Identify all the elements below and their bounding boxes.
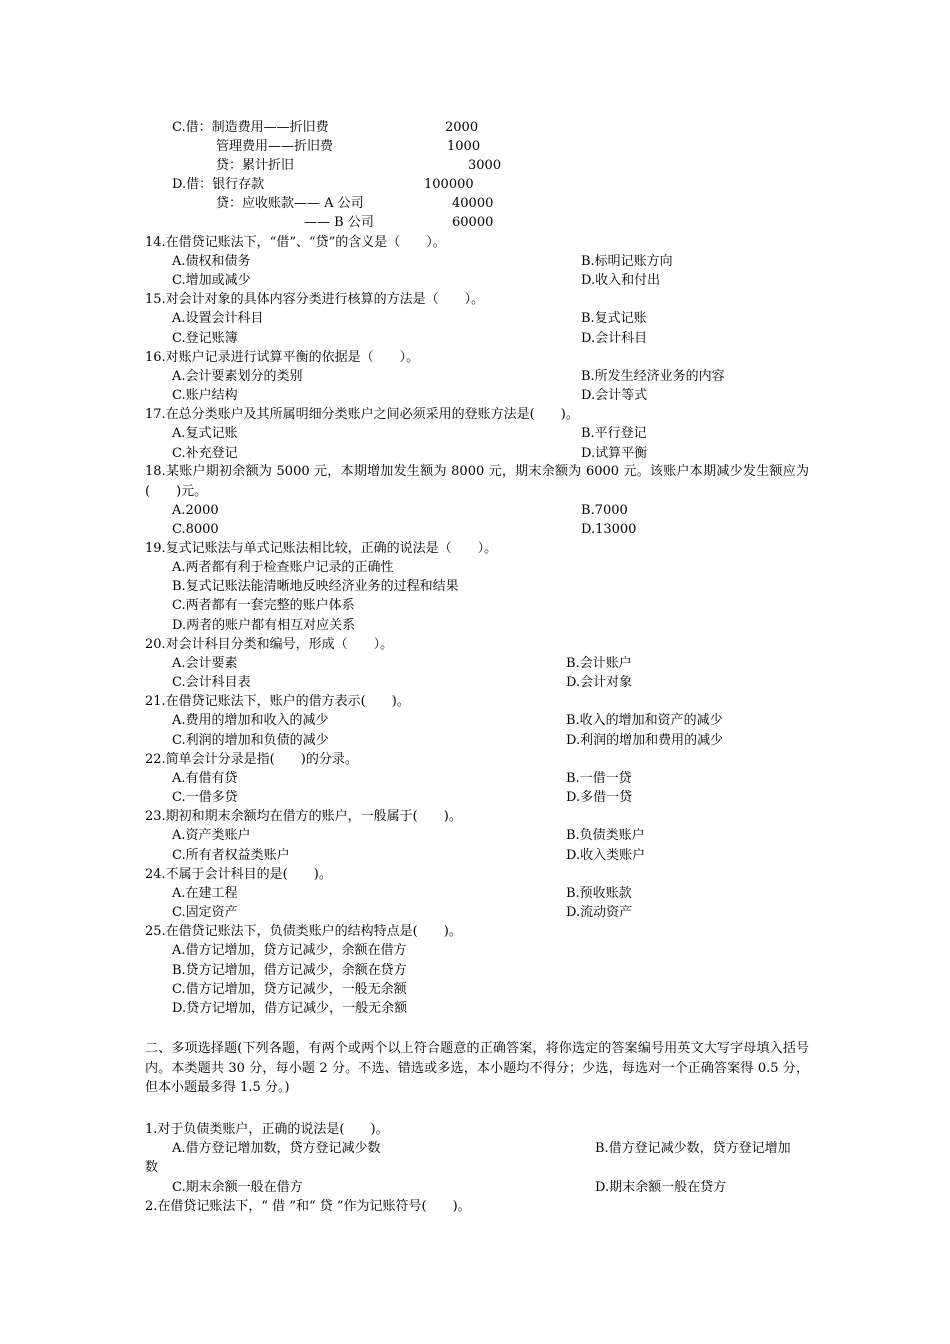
entry-d-line3: —— B 公司 — [304, 215, 374, 230]
question-stem: 20.对会计科目分类和编号，形成（ ）。 — [145, 637, 394, 652]
question-stem: 17.在总分类账户及其所属明细分类账户之间必须采用的登账方法是( )。 — [145, 407, 579, 422]
option-b: B.一借一贷 — [566, 771, 632, 786]
option-a: A.会计要素 — [172, 656, 238, 671]
entry-d-amount2: 40000 — [452, 196, 494, 211]
option-b: B.平行登记 — [581, 426, 647, 441]
question-stem: 25.在借贷记账法下，负债类账户的结构特点是( )。 — [145, 924, 462, 939]
option-a: A.设置会计科目 — [172, 311, 264, 326]
entry-c-amount2: 1000 — [447, 139, 481, 154]
option-d: D.13000 — [581, 522, 637, 537]
option-d: D.收入和付出 — [581, 273, 661, 288]
entry-c-line3: 贷：累计折旧 — [216, 158, 295, 173]
question-stem: 21.在借贷记账法下，账户的借方表示( )。 — [145, 694, 410, 709]
option-d: D.期末余额一般在贷方 — [595, 1180, 727, 1195]
option-c: C.两者都有一套完整的账户体系 — [172, 598, 355, 613]
option-a: A.债权和债务 — [172, 254, 251, 269]
option-c: C.会计科目表 — [172, 675, 251, 690]
question-stem: 2.在借贷记账法下，“ 借 ”和“ 贷 ”作为记账符号( )。 — [145, 1199, 471, 1214]
entry-c-amount3: 3000 — [468, 158, 502, 173]
entry-d-line1: D.借：银行存款 — [172, 177, 265, 192]
option-c: C.所有者权益类账户 — [172, 848, 290, 863]
entry-c-line1: C.借：制造费用——折旧费 — [172, 120, 329, 135]
option-b: B.收入的增加和资产的减少 — [566, 713, 723, 728]
option-a: A.复式记账 — [172, 426, 238, 441]
question-stem: 18.某账户期初余额为 5000 元，本期增加发生额为 8000 元，期末余额为 6000 元。该账户本期减少发生额应为( )元。 — [145, 464, 809, 499]
option-d: D.利润的增加和费用的减少 — [566, 733, 724, 748]
question-stem: 23.期初和期末余额均在借方的账户，一般属于( )。 — [145, 809, 462, 824]
option-c: C.补充登记 — [172, 446, 238, 461]
question-stem: 24.不属于会计科目的是( )。 — [145, 867, 332, 882]
question-stem: 15.对会计对象的具体内容分类进行核算的方法是（ ）。 — [145, 292, 485, 307]
entry-d-amount3: 60000 — [452, 215, 494, 230]
option-a: A.在建工程 — [172, 886, 238, 901]
option-c: C.借方记增加，贷方记减少，一般无余额 — [172, 982, 407, 997]
option-c: C.利润的增加和负债的减少 — [172, 733, 329, 748]
option-a: A.有借有贷 — [172, 771, 238, 786]
entry-c-amount1: 2000 — [445, 120, 479, 135]
option-c: C.增加或减少 — [172, 273, 251, 288]
option-b: B.复式记账 — [581, 311, 647, 326]
option-a: A.费用的增加和收入的减少 — [172, 713, 329, 728]
option-d: D.多借一贷 — [566, 790, 633, 805]
option-b: B.借方登记减少数，贷方登记增加 — [595, 1141, 791, 1156]
option-a: A.资产类账户 — [172, 828, 251, 843]
option-a: A.两者都有利于检查账户记录的正确性 — [172, 560, 394, 575]
option-b: B.负债类账户 — [566, 828, 645, 843]
option-d: D.贷方记增加，借方记减少，一般无余额 — [172, 1001, 408, 1016]
option-b: B.所发生经济业务的内容 — [581, 369, 725, 384]
entry-d-line2: 贷：应收账款—— A 公司 — [216, 196, 364, 211]
option-c: C.登记账簿 — [172, 331, 238, 346]
question-stem: 16.对账户记录进行试算平衡的依据是（ ）。 — [145, 350, 420, 365]
entry-c-line2: 管理费用——折旧费 — [216, 139, 334, 154]
entry-d-amount1: 100000 — [424, 177, 474, 192]
option-b-wrap: 数 — [145, 1160, 159, 1175]
option-a: A.借方登记增加数，贷方登记减少数 — [172, 1141, 381, 1156]
question-stem: 1.对于负债类账户，正确的说法是( )。 — [145, 1122, 389, 1137]
option-d: D.会计等式 — [581, 388, 648, 403]
option-b: B.7000 — [581, 503, 628, 518]
option-d: D.会计科目 — [581, 331, 648, 346]
option-d: D.收入类账户 — [566, 848, 646, 863]
option-d: D.两者的账户都有相互对应关系 — [172, 618, 356, 633]
option-c: C.8000 — [172, 522, 219, 537]
question-stem: 22.简单会计分录是指( )的分录。 — [145, 752, 358, 767]
option-b: B.贷方记增加，借方记减少，余额在贷方 — [172, 963, 407, 978]
option-b: B.复式记账法能清晰地反映经济业务的过程和结果 — [172, 579, 459, 594]
section-heading: 二、多项选择题(下列各题，有两个或两个以上符合题意的正确答案，将你选定的答案编号用英文大写字母填入括号内。本类题共 30 分，每小题 2 分。不选、错选或多选，本小题均不得分；少选，每选对一个正确答案得 0.5 分，但本小题最多得 1.5 分。) — [145, 1041, 809, 1095]
option-d: D.会计对象 — [566, 675, 633, 690]
option-b: B.标明记账方向 — [581, 254, 673, 269]
option-b: B.会计账户 — [566, 656, 632, 671]
question-stem: 14.在借贷记账法下，“借”、“贷”的含义是（ ）。 — [145, 235, 446, 250]
option-a: A.2000 — [172, 503, 219, 518]
option-c: C.账户结构 — [172, 388, 238, 403]
option-d: D.试算平衡 — [581, 446, 648, 461]
option-d: D.流动资产 — [566, 905, 633, 920]
question-stem: 19.复式记账法与单式记账法相比较，正确的说法是（ ）。 — [145, 541, 498, 556]
option-a: A.会计要素划分的类别 — [172, 369, 303, 384]
option-a: A.借方记增加，贷方记减少，余额在借方 — [172, 943, 407, 958]
option-c: C.固定资产 — [172, 905, 238, 920]
option-b: B.预收账款 — [566, 886, 632, 901]
option-c: C.一借多贷 — [172, 790, 238, 805]
option-c: C.期末余额一般在借方 — [172, 1180, 303, 1195]
